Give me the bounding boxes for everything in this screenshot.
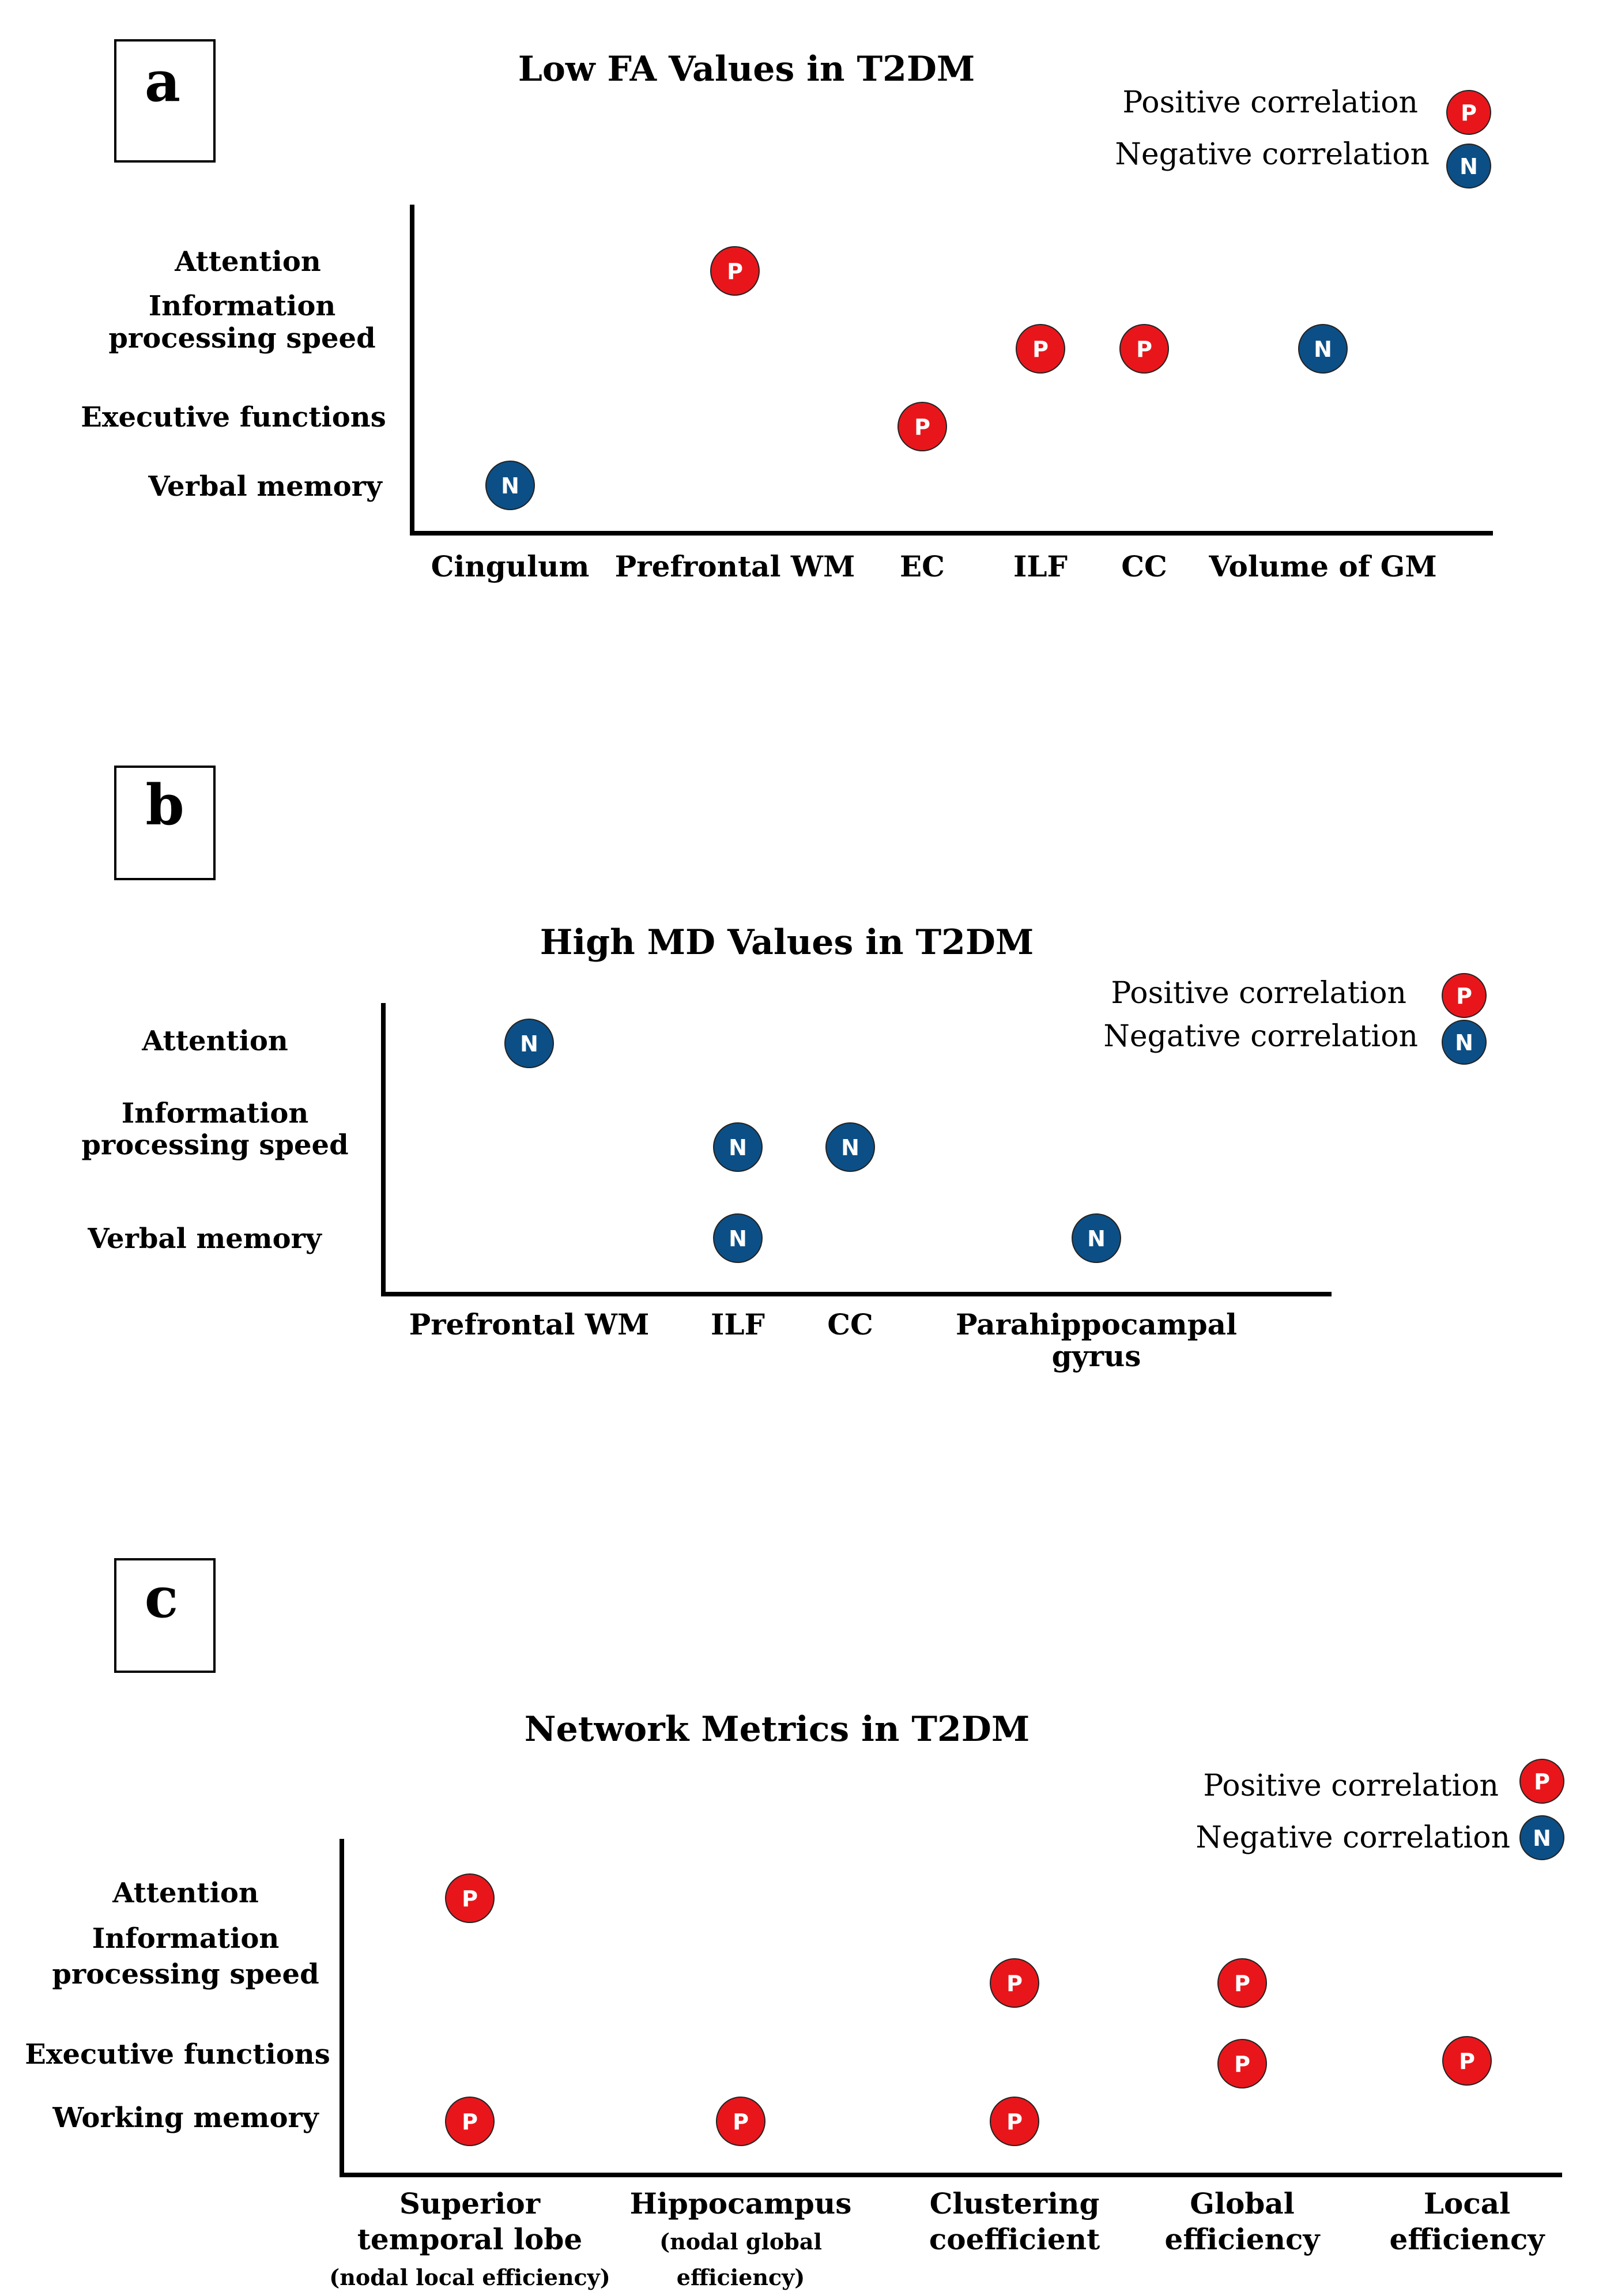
svg-text:P: P	[462, 2109, 478, 2135]
panel-c	[25, 1559, 1564, 2290]
svg-text:P: P	[1006, 1971, 1023, 1996]
svg-text:P: P	[1136, 337, 1152, 362]
x-tick-label: ILF	[1013, 549, 1068, 583]
svg-text:P: P	[1234, 1971, 1250, 1996]
y-tick-label: Verbal memory	[88, 1223, 322, 1255]
y-tick-label: Attention	[112, 1877, 259, 1909]
data-point	[716, 2097, 765, 2146]
data-point	[446, 2097, 494, 2146]
data-point	[714, 1214, 762, 1262]
x-tick-label: EC	[900, 549, 945, 583]
data-point	[714, 1123, 762, 1171]
legend	[1103, 974, 1486, 1064]
svg-text:N: N	[1460, 154, 1478, 179]
data-point	[1299, 325, 1347, 373]
data-point	[1443, 2037, 1491, 2085]
data-point	[1218, 2039, 1266, 2088]
legend-negative-label: Negative correlation	[1103, 1019, 1418, 1054]
svg-text:P: P	[462, 1886, 478, 1912]
x-tick-label: Global efficiency	[1164, 2186, 1320, 2256]
legend-negative-marker	[1447, 144, 1491, 188]
svg-text:P: P	[1234, 2052, 1250, 2077]
y-tick-label: Attention	[142, 1025, 288, 1057]
svg-text:P: P	[1006, 2109, 1023, 2135]
x-tick-label: ILF	[710, 1307, 765, 1341]
x-tick-label: Hippocampus (nodal global efficiency)	[629, 2186, 852, 2290]
x-tick-label: Prefrontal WM	[409, 1307, 650, 1341]
legend-negative-label: Negative correlation	[1115, 137, 1430, 172]
y-tick-label: Executive functions	[25, 2038, 330, 2071]
svg-text:N: N	[729, 1135, 747, 1160]
legend	[1196, 1759, 1564, 1860]
x-tick-label: CC	[827, 1307, 873, 1341]
data-point	[898, 402, 946, 451]
y-tick-label: Executive functions	[81, 401, 386, 433]
svg-text:N: N	[1087, 1226, 1106, 1251]
legend-negative-marker	[1442, 1020, 1486, 1064]
data-point	[446, 1874, 494, 1922]
data-point	[505, 1019, 553, 1068]
panel-letter: b	[145, 772, 184, 838]
legend-positive-label: Positive correlation	[1111, 976, 1406, 1011]
chart-title: Network Metrics in T2DM	[524, 1709, 1030, 1750]
x-tick-label: Local efficiency	[1389, 2186, 1545, 2256]
svg-text:N: N	[520, 1031, 538, 1057]
legend-negative-label: Negative correlation	[1196, 1820, 1510, 1855]
data-point	[990, 1959, 1039, 2007]
panel-b	[81, 767, 1486, 1373]
x-tick-label: CC	[1121, 549, 1167, 583]
svg-text:P: P	[1461, 100, 1477, 126]
data-point	[1120, 325, 1168, 373]
x-tick-label: Superior temporal lobe (nodal local efficiency)	[329, 2186, 610, 2290]
data-point	[990, 2097, 1039, 2146]
y-tick-label: Information processing speed	[108, 290, 376, 355]
svg-text:P: P	[914, 414, 930, 440]
y-tick-label: Information processing speed	[81, 1097, 349, 1162]
legend-positive-label: Positive correlation	[1122, 85, 1418, 120]
legend-positive-marker	[1520, 1759, 1564, 1803]
svg-text:P: P	[1456, 983, 1472, 1009]
panel-letter: a	[144, 49, 181, 114]
legend	[1115, 85, 1491, 188]
panel-a	[81, 40, 1493, 583]
data-point	[486, 461, 534, 510]
legend-positive-marker	[1447, 91, 1491, 134]
svg-text:N: N	[1533, 1826, 1551, 1851]
data-point	[711, 247, 759, 295]
data-point	[826, 1123, 874, 1171]
y-tick-label: Information processing speed	[52, 1922, 319, 1990]
legend-positive-marker	[1442, 974, 1486, 1017]
legend-negative-marker	[1520, 1816, 1564, 1860]
svg-text:P: P	[1459, 2049, 1475, 2074]
svg-text:P: P	[1032, 337, 1049, 362]
y-tick-label: Attention	[175, 246, 321, 278]
x-tick-label: Clustering coefficient	[929, 2186, 1100, 2256]
svg-text:N: N	[729, 1226, 747, 1251]
chart-title: High MD Values in T2DM	[540, 922, 1034, 963]
x-tick-label: Volume of GM	[1209, 549, 1437, 583]
panel-letter: c	[144, 1565, 179, 1630]
y-tick-label: Verbal memory	[148, 470, 382, 503]
data-point	[1072, 1214, 1121, 1262]
x-tick-label: Parahippocampal gyrus	[955, 1307, 1238, 1373]
svg-text:N: N	[1455, 1030, 1473, 1055]
legend-positive-label: Positive correlation	[1203, 1769, 1499, 1803]
x-tick-label: Prefrontal WM	[614, 549, 855, 583]
svg-text:P: P	[1534, 1769, 1550, 1794]
x-tick-label: Cingulum	[431, 549, 590, 583]
svg-text:N: N	[1314, 337, 1332, 362]
y-tick-label: Working memory	[52, 2102, 319, 2134]
chart-title: Low FA Values in T2DM	[518, 49, 975, 89]
svg-text:P: P	[727, 259, 743, 284]
svg-text:N: N	[841, 1135, 859, 1160]
svg-text:P: P	[733, 2109, 749, 2135]
data-point	[1218, 1959, 1266, 2007]
data-point	[1016, 325, 1065, 373]
svg-text:N: N	[501, 473, 519, 499]
